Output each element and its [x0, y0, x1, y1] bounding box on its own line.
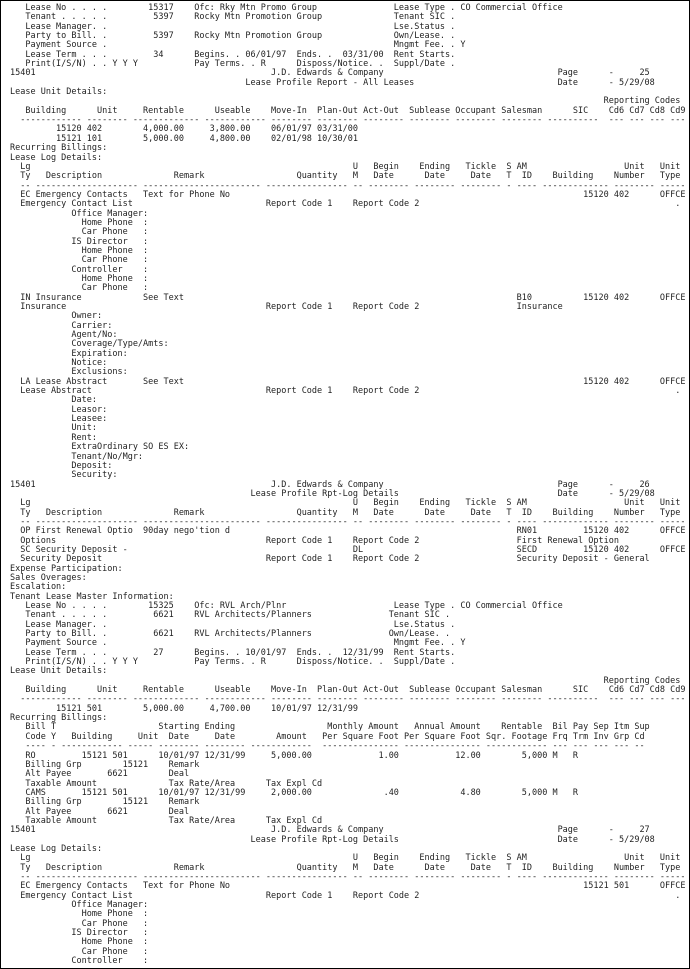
report-line-88: Taxable Amount Tax Rate/Area Tax Expl Cd [10, 815, 323, 826]
report-line-34: Owner: [10, 311, 103, 322]
report-line-103: Controller : [10, 956, 149, 967]
report-line-67: Lease Manager. . Lse.Status . [10, 619, 456, 630]
report-line-91: Lease Log Details: [10, 843, 103, 854]
report-line-61: Expense Participation: [10, 563, 123, 574]
report-line-56: -- -------------------- ----------------------- ---------------- -- -------- -------- -------- - ---- ------------- -------- ----- [10, 516, 686, 527]
report-line-59: SC Security Deposit - DL SECD 15120 402 OFFCE [10, 544, 686, 555]
report-line-54: Lg U Begin Ending Tickle S AM Unit Unit [10, 498, 681, 509]
report-line-6: Lease Term . . . 34 Begins. . 06/01/97 Ends. . 03/31/00 Rent Starts. [10, 49, 456, 60]
report-line-84: Taxable Amount Tax Rate/Area Tax Expl Cd [10, 778, 323, 789]
report-line-78: Bill T Starting Ending Monthly Amount Annual Amount Rentable Bil Pay Sep Itm Sup [10, 722, 650, 733]
report-line-5: Payment Source . Mngmt Fee. . Y [10, 40, 466, 51]
report-line-13: ------------ -------- ------------- ------------ -------- -------- -------- -------- -------- -------- ---------- --- --- --- --- [10, 115, 686, 126]
report-line-40: Exclusions: [10, 367, 128, 378]
report-line-17: Lease Log Details: [10, 152, 103, 163]
report-line-77: Recurring Billings: [10, 713, 108, 724]
report-line-101: Home Phone : [10, 937, 149, 948]
report-line-7: Print(I/S/N) . . Y Y Y Pay Terms. . R Disposs/Notice. . Suppl/Date . [10, 59, 456, 70]
report-line-83: Alt Payee 6621 Deal [10, 769, 190, 780]
report-line-72: Lease Unit Details: [10, 666, 108, 677]
report-line-76: 15121 501 5,000.00 4,700.00 10/01/97 12/31/99 [10, 703, 358, 714]
report-line-39: Notice: [10, 358, 108, 369]
report-line-82: Billing Grp 15121 Remark [10, 759, 200, 770]
report-line-37: Coverage/Type/Amts: [10, 339, 169, 350]
report-line-35: Carrier: [10, 320, 113, 331]
report-line-53: Lease Profile Rpt-Log Details Date - 5/29/08 [10, 488, 655, 499]
report-line-93: Ty Description Remark Quantity M Date Date Date T ID Building Number Type [10, 862, 681, 873]
report-line-48: ExtraOrdinary SO ES EX: [10, 442, 190, 453]
report-line-58: Options Report Code 1 Report Code 2 First Renewal Option [10, 535, 619, 546]
report-line-89: 15401 J.D. Edwards & Company Page - 27 [10, 825, 650, 836]
report-line-52: 15401 J.D. Edwards & Company Page - 26 [10, 479, 650, 490]
report-line-12: Building Unit Rentable Useable Move-In Plan-Out Act-Out Sublease Occupant Salesman SIC Cd6 Cd7 Cd8 Cd9 [10, 105, 686, 116]
report-line-75: ------------ -------- ------------- ------------ -------- -------- -------- -------- -------- -------- ---------- --- --- --- --- [10, 694, 686, 705]
report-line-49: Tenant/No/Mgr: [10, 451, 144, 462]
report-line-95: EC Emergency Contacts Text for Phone No 15121 501 OFFCE [10, 881, 686, 892]
report-line-55: Ty Description Remark Quantity M Date Date Date T ID Building Number Type [10, 507, 681, 518]
report-line-2: Tenant . . . . . 5397 Rocky Mtn Promotion Group Tenant SIC . [10, 12, 456, 23]
report-line-99: Car Phone : [10, 918, 149, 929]
report-line-43: Date: [10, 395, 97, 406]
report-line-62: Sales Overages: [10, 572, 87, 583]
report-line-3: Lease Manager. . Lse.Status . [10, 21, 456, 32]
report-line-97: Office Manager: [10, 900, 149, 910]
report-line-57: OP First Renewal Optio 90day nego'tion d RN01 15120 402 OFFCE [10, 526, 686, 537]
report-line-71: Print(I/S/N) . . Y Y Y Pay Terms. . R Disposs/Notice. . Suppl/Date . [10, 657, 456, 668]
report-line-23: Office Manager: [10, 208, 149, 219]
report-line-68: Party to Bill. . 6621 RVL Architects/Planners Own/Lease. . [10, 629, 451, 640]
report-line-21: EC Emergency Contacts Text for Phone No 15120 402 OFFCE [10, 189, 686, 200]
report-line-98: Home Phone : [10, 909, 149, 920]
report-line-80: ---- - ------------ ----- -------- -------- ------------ --------------- --------------- ------------ --- --- --- --- -- [10, 741, 645, 752]
report-line-19: Ty Description Remark Quantity M Date Date Date T ID Building Number Type [10, 171, 681, 182]
report-line-16: Recurring Billings: [10, 143, 108, 154]
report-line-11: Reporting Codes [10, 96, 681, 107]
report-line-86: Billing Grp 15121 Remark [10, 797, 200, 808]
report-line-24: Home Phone : [10, 217, 149, 228]
report-line-10: Lease Unit Details: [10, 87, 108, 98]
report-line-47: Rent: [10, 432, 97, 443]
report-line-31: Car Phone : [10, 283, 149, 294]
report-line-30: Home Phone : [10, 273, 149, 284]
report-line-81: RO 15121 501 10/01/97 12/31/99 5,000.00 1.00 12.00 5,000 M R [10, 750, 579, 761]
report-line-96: Emergency Contact List Report Code 1 Report Code 2 . [10, 890, 681, 901]
report-line-51: Security: [10, 470, 118, 481]
report-line-42: Lease Abstract Report Code 1 Report Code 2 . [10, 386, 681, 397]
report-line-29: Controller : [10, 264, 149, 275]
report-line-25: Car Phone : [10, 227, 149, 238]
report-line-79: Code Y Building Unit Date Date Amount Per Square Foot Per Square Foot Sqr. Footage Frq Trm Inv Grp Cd [10, 731, 645, 742]
report-line-15: 15121 101 5,000.00 4,800.00 02/01/98 10/30/01 [10, 133, 358, 144]
report-line-41: LA Lease Abstract See Text 15120 402 OFFCE [10, 376, 686, 387]
report-line-36: Agent/No: [10, 330, 118, 341]
report-line-73: Reporting Codes [10, 675, 681, 686]
report-line-70: Lease Term . . . 27 Begins. . 10/01/97 Ends. . 12/31/99 Rent Starts. [10, 647, 456, 658]
report-line-28: Car Phone : [10, 255, 149, 266]
report-line-87: Alt Payee 6621 Deal [10, 806, 190, 817]
report-line-50: Deposit: [10, 460, 113, 471]
report-line-22: Emergency Contact List Report Code 1 Report Code 2 . [10, 199, 681, 210]
report-line-69: Payment Source . Mngmt Fee. . Y [10, 638, 466, 649]
report-line-8: 15401 J.D. Edwards & Company Page - 25 [10, 68, 650, 79]
report-line-32: IN Insurance See Text B10 15120 402 OFFCE [10, 292, 686, 303]
report-line-45: Leasee: [10, 414, 108, 425]
report-line-102: Car Phone : [10, 946, 149, 957]
report-line-1: Lease No . . . . 15317 Ofc: Rky Mtn Promo Group Lease Type . CO Commercial Office [10, 3, 563, 13]
report-line-14: 15120 402 4,000.00 3,800.00 06/01/97 03/31/00 [10, 124, 358, 135]
report-line-26: IS Director : [10, 236, 149, 247]
report-line-60: Security Deposit Report Code 1 Report Code 2 Security Deposit - General [10, 554, 650, 565]
report-line-63: Escalation: [10, 582, 67, 593]
report-line-92: Lg U Begin Ending Tickle S AM Unit Unit [10, 853, 681, 864]
report-line-38: Expiration: [10, 348, 128, 359]
report-line-100: IS Director : [10, 928, 149, 939]
report-line-44: Leasor: [10, 404, 108, 415]
report-line-9: Lease Profile Report - All Leases Date - 5/29/08 [10, 77, 655, 88]
report-line-90: Lease Profile Rpt-Log Details Date - 5/29/08 [10, 834, 655, 845]
report-line-20: -- -------------------- ----------------------- ---------------- -- -------- -------- -------- - ---- ------------- -------- ----- [10, 180, 686, 191]
report-line-74: Building Unit Rentable Useable Move-In Plan-Out Act-Out Sublease Occupant Salesman SIC Cd6 Cd7 Cd8 Cd9 [10, 685, 686, 696]
report-line-66: Tenant . . . . . 6621 RVL Architects/Planners Tenant SIC . [10, 610, 451, 621]
report-line-27: Home Phone : [10, 245, 149, 256]
report-line-4: Party to Bill. . 5397 Rocky Mtn Promotion Group Own/Lease. . [10, 31, 456, 42]
report-line-64: Tenant Lease Master Information: [10, 591, 174, 602]
report-line-65: Lease No . . . . 15325 Ofc: RVL Arch/Plnr Lease Type . CO Commercial Office [10, 601, 563, 611]
report-body [10, 4, 689, 966]
report-line-46: Unit: [10, 423, 97, 434]
report-line-94: -- -------------------- ----------------------- ---------------- -- -------- -------- -------- - ---- ------------- -------- ----- [10, 871, 686, 882]
report-line-85: CAMS 15121 501 10/01/97 12/31/99 2,000.00 .40 4.80 5,000 M R [10, 787, 579, 798]
report-line-33: Insurance Report Code 1 Report Code 2 Insurance [10, 302, 563, 312]
report-line-18: Lg U Begin Ending Tickle S AM Unit Unit [10, 161, 681, 172]
